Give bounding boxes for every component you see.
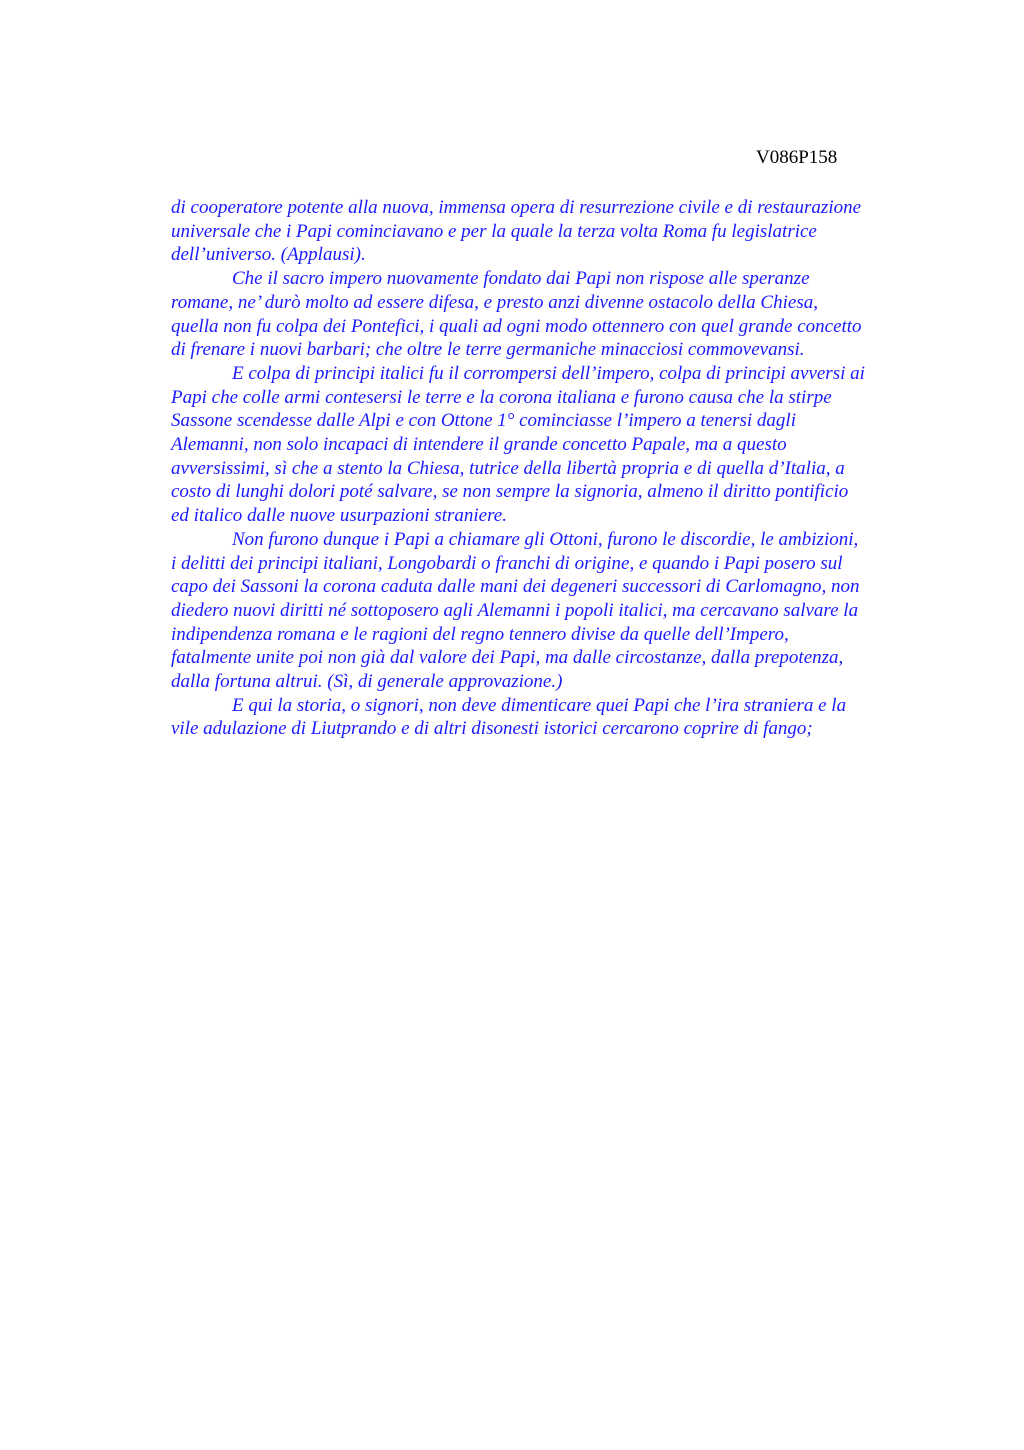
- paragraph-start-line: Non furono dunque i Papi a chiamare gli Ottoni, furono le discordie, le ambizioni,: [232, 528, 859, 550]
- text-line: fatalmente unite poi non già dal valore dei Papi, ma dalle circostanze, dalla prepotenza,: [171, 647, 844, 669]
- text-line: Sassone scendesse dalle Alpi e con Ottone 1° cominciasse l’impero a tenersi dagli: [171, 410, 796, 432]
- text-line: diedero nuovi diritti né sottoposero agli Alemanni i popoli italici, ma cercavano salvare la: [171, 599, 859, 621]
- text-line: quella non fu colpa dei Pontefici, i quali ad ogni modo ottennero con quel grande concetto: [171, 315, 862, 337]
- text-line: di frenare i nuovi barbari; che oltre le terre germaniche minacciosi commovevansi.: [171, 339, 805, 361]
- paragraph-start-line: E colpa di principi italici fu il corrompersi dell’impero, colpa di principi avversi ai: [232, 362, 865, 384]
- text-line: costo di lunghi dolori poté salvare, se non sempre la signoria, almeno il diritto pontificio: [171, 481, 849, 503]
- paragraph-start-line: E qui la storia, o signori, non deve dimenticare quei Papi che l’ira straniera e la: [232, 694, 847, 716]
- text-line: universale che i Papi cominciavano e per la quale la terza volta Roma fu legislatrice: [171, 220, 817, 242]
- text-line: Alemanni, non solo incapaci di intendere il grande concetto Papale, ma a questo: [171, 434, 787, 456]
- text-line: dell’universo. (Applausi).: [171, 244, 366, 266]
- text-line: ed italico dalle nuove usurpazioni straniere.: [171, 505, 507, 527]
- paragraph-start-line: Che il sacro impero nuovamente fondato dai Papi non rispose alle speranze: [232, 268, 810, 290]
- text-line: avversissimi, sì che a stento la Chiesa, tutrice della libertà propria e di quella d’Italia, a: [171, 457, 845, 479]
- text-line: di cooperatore potente alla nuova, immensa opera di resurrezione civile e di restaurazione: [171, 197, 862, 218]
- page-identifier: V086P158: [756, 147, 838, 168]
- text-line: i delitti dei principi italiani, Longobardi o franchi di origine, e quando i Papi posero sul: [171, 552, 843, 574]
- text-line: Papi che colle armi contesersi le terre e la corona italiana e furono causa che la stirpe: [171, 386, 832, 408]
- text-line: dalla fortuna altrui. (Sì, di generale approvazione.): [171, 671, 563, 693]
- text-line: capo dei Sassoni la corona caduta dalle mani dei degeneri successori di Carlomagno, non: [171, 576, 860, 598]
- text-line: romane, ne’ durò molto ad essere difesa, e presto anzi divenne ostacolo della Chiesa,: [171, 291, 818, 313]
- document-body: [171, 196, 931, 741]
- text-line: vile adulazione di Liutprando e di altri disonesti istorici cercarono coprire di fango;: [171, 718, 813, 740]
- text-line: indipendenza romana e le ragioni del regno tennero divise da quelle dell’Impero,: [171, 623, 789, 645]
